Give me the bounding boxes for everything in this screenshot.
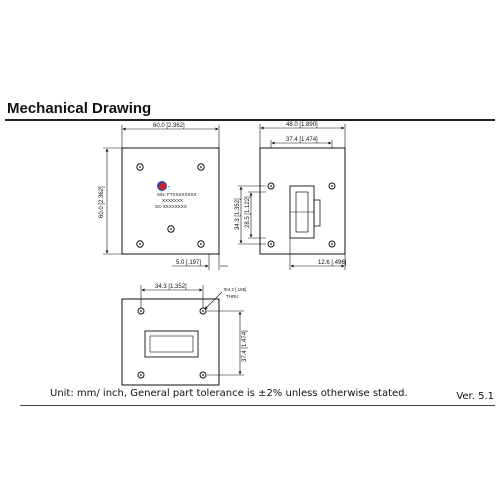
- svg-text:▪: ▪: [168, 184, 170, 189]
- footer-divider: [20, 405, 495, 406]
- logo-icon: [157, 181, 170, 191]
- side-flange-dim: 12.6 [.496]: [318, 260, 347, 266]
- side-overall-width-dim: 48.0 [1.890]: [286, 122, 318, 128]
- front-width-dim: 60.0 [2.362]: [153, 123, 185, 129]
- side-view: [235, 122, 347, 270]
- waveguide-slot: [145, 331, 198, 357]
- bottom-view: [122, 284, 248, 385]
- tolerance-note: Unit: mm/ inch, General part tolerance is ±2% unless otherwise stated.: [50, 388, 408, 399]
- bottom-height-dim: 37.4 [1.474]: [242, 330, 248, 362]
- flange: [314, 200, 320, 226]
- front-view: [99, 123, 228, 270]
- front-height-dim: 60.0 [2.362]: [99, 186, 105, 218]
- side-height-dim-1: 34.3 [1.352]: [235, 198, 241, 230]
- side-hole-spacing-dim: 37.4 [1.474]: [286, 137, 318, 143]
- hole-callout-line2: THRU: [226, 294, 239, 299]
- front-offset-dim: 5.0 [.197]: [176, 260, 202, 266]
- label-line-1: S/N: FTXXXXXXXX: [157, 192, 197, 197]
- label-line-3: SC-XXXXXXXX: [155, 204, 187, 209]
- hole-callout-line1: Φ4.2 [.165]: [224, 287, 247, 292]
- bottom-hole-spacing-dim: 34.3 [1.352]: [155, 284, 187, 290]
- page-title: Mechanical Drawing: [7, 100, 152, 117]
- side-height-dim-2: 28.5 [1.122]: [245, 196, 251, 228]
- version-label: Ver. 5.1: [456, 391, 494, 402]
- label-line-2: XXXXXXX: [162, 198, 184, 203]
